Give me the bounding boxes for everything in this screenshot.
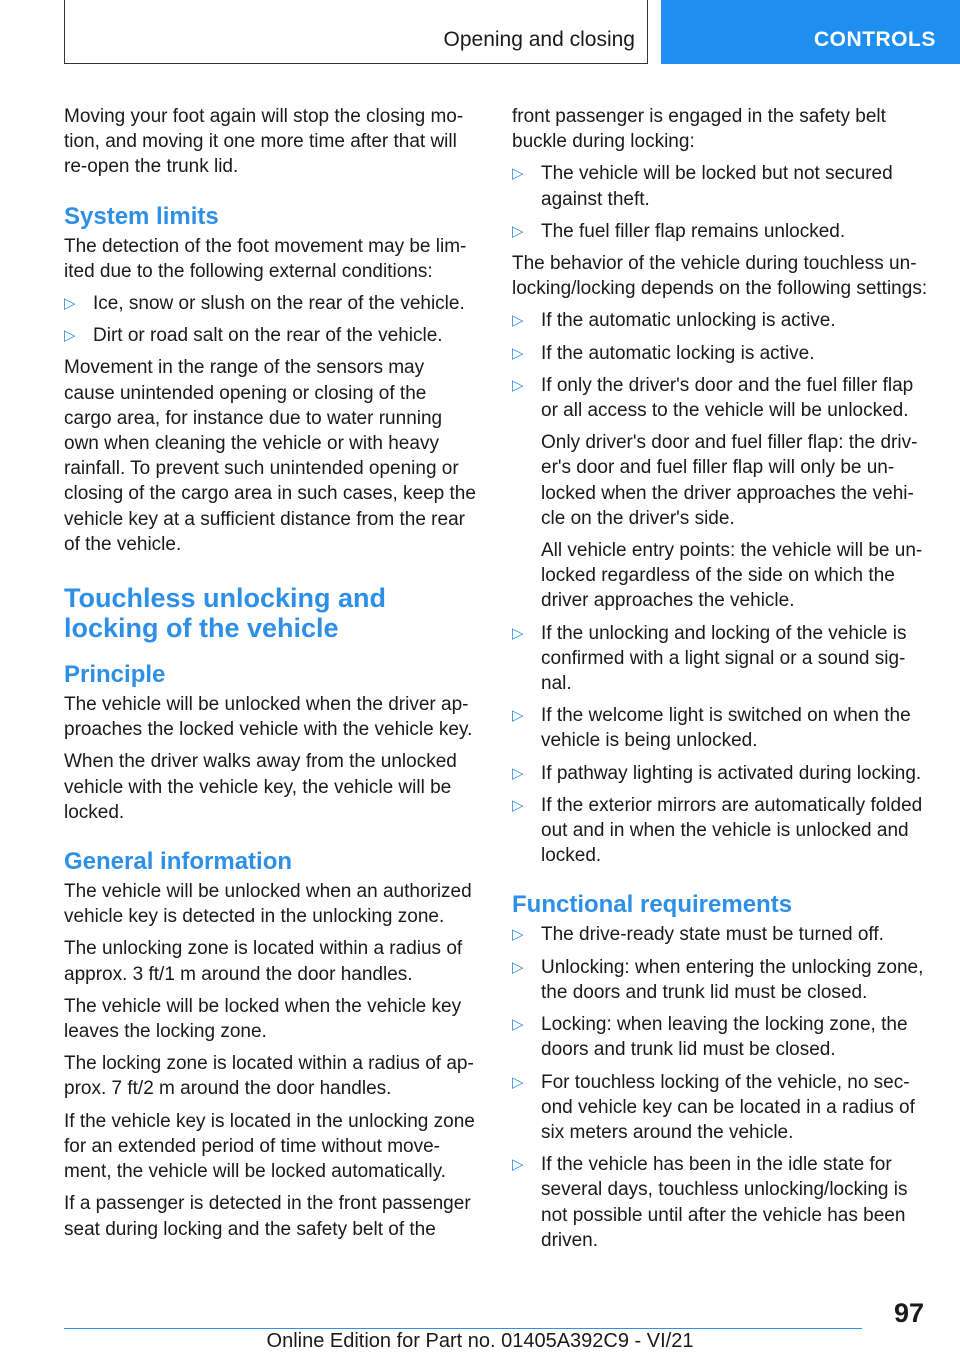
passenger-list <box>512 161 928 244</box>
general-paragraph-4: The locking zone is located within a radius of approx. 7 ft/2 m around the door handles. <box>64 1053 474 1100</box>
list-item: ▷ If the welcome light is switched on when the vehicle is being unlocked. <box>512 705 911 752</box>
edition-note: Online Edition for Part no. 01405A392C9 - VI/21 <box>266 1330 694 1352</box>
chapter-tab <box>661 0 960 64</box>
settings-list <box>512 308 928 868</box>
sub-paragraph: All vehicle entry points: the vehicle will be unlocked regardless of the side on which the driver approaches the vehicle. <box>541 540 923 612</box>
list-item: ▷ The fuel filler flap remains unlocked. <box>512 219 928 244</box>
list-item: ▷ If only the driver's door and the fuel filler flap or all access to the vehicle will be unlocked. Only driver's door and fuel filler flap: the driver's door and fuel filler flap will only be unlocked when the driver approaches the vehicle on the driver's side. All vehicle entry points: the vehicle will be unlocked regardless of the side on which the driver approaches the vehicle. <box>512 373 928 614</box>
triangle-bullet-icon: ▷ <box>512 764 524 782</box>
list-item: ▷ If pathway lighting is activated during locking. <box>512 761 928 786</box>
triangle-bullet-icon: ▷ <box>512 312 524 330</box>
behavior-paragraph: The behavior of the vehicle during touchless unlocking/locking depends on the following settings: <box>512 253 928 300</box>
triangle-bullet-icon: ▷ <box>512 1073 524 1091</box>
triangle-bullet-icon: ▷ <box>512 165 524 183</box>
triangle-bullet-icon: ▷ <box>512 222 524 240</box>
intro-paragraph: Moving your foot again will stop the closing motion, and moving it one more time after that will re-open the trunk lid. <box>64 106 464 178</box>
list-item: ▷ For touchless locking of the vehicle, no second vehicle key can be located in a radius of six meters around the vehicle. <box>512 1071 915 1143</box>
general-paragraph-6: If a passenger is detected in the front passenger seat during locking and the safety belt of the <box>64 1193 471 1240</box>
running-header-box <box>64 0 648 64</box>
list-item: ▷ The vehicle will be locked but not secured against theft. <box>512 163 893 210</box>
right-column <box>512 104 928 1260</box>
heading-functional-requirements: Functional requirements <box>512 891 793 919</box>
heading-touchless: Touchless unlocking and locking of the vehicle <box>64 583 387 644</box>
section-title: Opening and closing <box>443 28 635 51</box>
sub-paragraph: Only driver's door and fuel filler flap: the driver's door and fuel filler flap will only be unlocked when the driver approaches the vehicle on the driver's side. <box>541 432 918 529</box>
list-item: ▷ Dirt or road salt on the rear of the vehicle. <box>64 323 476 348</box>
chapter-title: CONTROLS <box>814 28 936 51</box>
detection-paragraph: The detection of the foot movement may be limited due to the following external conditions: <box>64 235 467 282</box>
footer-divider <box>64 1328 862 1329</box>
principle-paragraph-1: The vehicle will be unlocked when the driver approaches the locked vehicle with the vehicle key. <box>64 694 473 741</box>
triangle-bullet-icon: ▷ <box>512 344 524 362</box>
list-item: ▷ If the automatic unlocking is active. <box>512 308 928 333</box>
general-paragraph-5: If the vehicle key is located in the unlocking zone for an extended period of time without movement, the vehicle will be locked automatically. <box>64 1110 475 1183</box>
heading-general-information: General information <box>64 848 293 876</box>
general-paragraph-1: The vehicle will be unlocked when an authorized vehicle key is detected in the unlocking zone. <box>64 881 472 928</box>
triangle-bullet-icon: ▷ <box>512 624 524 642</box>
triangle-bullet-icon: ▷ <box>64 327 76 345</box>
general-paragraph-2: The unlocking zone is located within a radius of approx. 3 ft/1 m around the door handles. <box>64 938 463 985</box>
general-paragraph-3: The vehicle will be locked when the vehicle key leaves the locking zone. <box>64 995 462 1043</box>
triangle-bullet-icon: ▷ <box>512 1156 524 1174</box>
triangle-bullet-icon: ▷ <box>512 796 524 814</box>
page-number: 97 <box>894 1298 925 1328</box>
heading-principle: Principle <box>64 661 166 689</box>
list-item: ▷ If the vehicle has been in the idle state for several days, touchless unlocking/locking is not possible until after the vehicle has been driven. <box>512 1154 908 1251</box>
list-item: ▷ Unlocking: when entering the unlocking zone, the doors and trunk lid must be closed. <box>512 956 924 1003</box>
requirements-list <box>512 922 928 1252</box>
triangle-bullet-icon: ▷ <box>64 295 76 313</box>
continued-paragraph: front passenger is engaged in the safety belt buckle during locking: <box>512 106 886 153</box>
triangle-bullet-icon: ▷ <box>512 926 524 944</box>
list-item: ▷ The drive-ready state must be turned off. <box>512 922 928 947</box>
list-item: ▷ Ice, snow or slush on the rear of the vehicle. <box>64 291 476 316</box>
triangle-bullet-icon: ▷ <box>512 1016 524 1034</box>
list-item: ▷ If the exterior mirrors are automatically folded out and in when the vehicle is unlocked and locked. <box>512 794 923 867</box>
movement-paragraph: Movement in the range of the sensors may cause unintended opening or closing of the cargo area, for instance due to water running own when cleaning the vehicle or with heavy rainfall. To prevent such unintended opening or closing of the cargo area in such cases, keep the vehicle key at a sufficient distance from the rear of the vehicle. <box>64 357 476 555</box>
heading-system-limits: System limits <box>64 202 219 230</box>
left-column <box>64 104 476 1249</box>
principle-paragraph-2: When the driver walks away from the unlocked vehicle with the vehicle key, the vehicle will be locked. <box>64 751 457 823</box>
list-item: ▷ Locking: when leaving the locking zone, the doors and trunk lid must be closed. <box>512 1014 908 1061</box>
list-item: ▷ If the automatic locking is active. <box>512 341 928 366</box>
limits-list <box>64 291 476 348</box>
triangle-bullet-icon: ▷ <box>512 958 524 976</box>
triangle-bullet-icon: ▷ <box>512 707 524 725</box>
list-item: ▷ If the unlocking and locking of the vehicle is confirmed with a light signal or a sound signal. <box>512 622 907 695</box>
triangle-bullet-icon: ▷ <box>512 376 524 394</box>
